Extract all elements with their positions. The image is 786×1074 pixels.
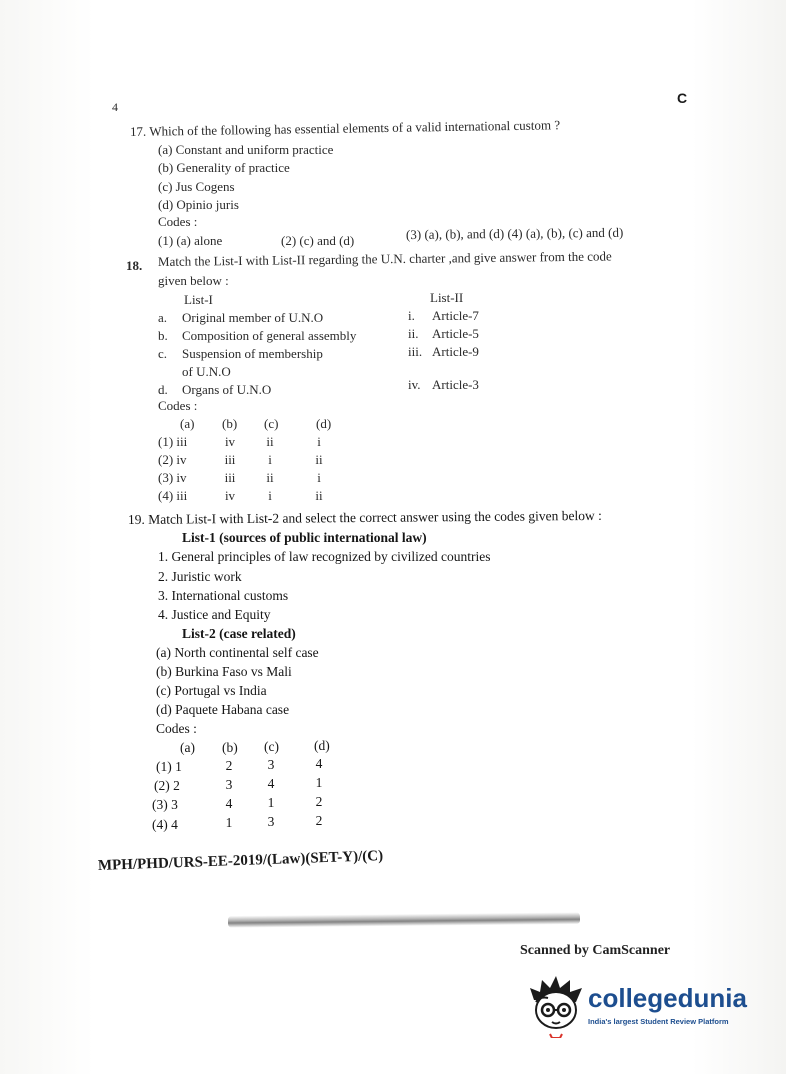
question-19-list-1-title: List-1 (sources of public international law) [182,530,427,545]
question-19-list-2-title: List-2 (case related) [182,626,296,641]
codes-header-c: (c) [264,739,279,754]
codes-cell: 4 [225,796,233,811]
list-2-key-iii: iii. [408,344,423,359]
question-18-text-line-1: Match the List-I with List-II regarding the U.N. charter ,and give answer from the code [157,248,612,269]
question-19-list-2-item-a: (a) North continental self case [156,645,319,660]
question-17-option-a: (a) Constant and uniform practice [158,142,334,157]
codes-header-d: (d) [314,738,330,753]
question-18-number: 18. [126,258,143,273]
codes-cell: 3 [225,777,233,792]
list-2-item-ii: Article-5 [432,326,479,341]
codes-cell: 2 [225,758,233,773]
question-19-list-1-item-4: 4. Justice and Equity [158,607,271,622]
codes-row-label: (3) 3 [152,797,178,812]
codes-cell: iv [224,434,236,449]
question-17-option-c: (c) Jus Cogens [158,179,235,194]
page-number: 4 [112,100,118,114]
question-17-option-b: (b) Generality of practice [158,160,290,175]
question-17-code-2: (2) (c) and (d) [281,233,355,248]
codes-header-d: (d) [316,416,332,431]
list-2-item-iv: Article-3 [432,377,479,392]
codes-cell: 3 [267,814,275,829]
codes-header-c: (c) [264,416,279,431]
question-17-code-1: (1) (a) alone [158,233,223,248]
list-1-key-a: a. [158,310,168,325]
list-1-item-d: Organs of U.N.O [182,382,272,397]
question-17-codes-label: Codes : [158,214,198,229]
list-1-item-c: Suspension of membership [182,346,323,361]
question-17-option-d: (d) Opinio juris [158,197,239,212]
list-2-item-i: Article-7 [432,308,479,323]
codes-cell: 3 [267,757,275,772]
question-19-list-2-item-b: (b) Burkina Faso vs Mali [156,664,292,679]
codes-cell: iii [224,452,236,467]
question-19-list-1-item-3: 3. International customs [158,588,289,603]
question-19-list-1-item-2: 2. Juristic work [158,569,242,584]
codes-row-label: (1) 1 [156,759,182,774]
codes-cell: ii [266,434,274,449]
list-1-item-b: Composition of general assembly [182,328,357,343]
question-18-text-line-2: given below : [158,273,229,288]
scan-smudge [228,912,580,928]
set-code: C [677,90,688,106]
list-2-item-iii: Article-9 [432,344,479,359]
question-17-text: 17. Which of the following has essential elements of a valid international custom ? [129,117,561,139]
codes-cell: 2 [315,794,323,809]
codes-row-label: (1) iii [158,434,188,449]
question-17-code-3-4: (3) (a), (b), and (d) (4) (a), (b), (c) and (d) [405,224,624,242]
list-2-key-iv: iv. [408,377,421,392]
question-18-codes-label: Codes : [158,398,198,413]
codes-cell: ii [266,470,274,485]
question-19-list-1-item-1: 1. General principles of law recognized by civilized countries [158,549,491,564]
codes-cell: 1 [315,775,323,790]
brand-tagline: India's largest Student Review Platform [588,1017,729,1026]
list-2-key-i: i. [408,308,415,323]
codes-header-b: (b) [222,740,238,755]
mascot-icon [526,974,586,1038]
codes-cell: ii [315,452,323,467]
codes-row-label: (2) iv [158,452,187,467]
list-2-key-ii: ii. [408,326,419,341]
list-1-key-c: c. [158,346,168,361]
paper-code-footer: MPH/PHD/URS-EE-2019/(Law)(SET-Y)/(C) [97,848,384,874]
codes-header-b: (b) [222,416,238,431]
question-19-codes-label: Codes : [156,721,197,736]
codes-row-label: (2) 2 [154,778,180,793]
list-1-item-a: Original member of U.N.O [182,310,324,325]
codes-row-label: (4) iii [158,488,188,503]
list-1-header: List-I [184,292,213,307]
codes-header-a: (a) [180,740,195,755]
codes-cell: 1 [225,815,233,830]
list-1-key-d: d. [158,382,168,397]
codes-row-label: (3) iv [158,470,187,485]
list-1-key-b: b. [158,328,168,343]
codes-cell: i [268,488,272,503]
codes-cell: iii [224,470,236,485]
codes-row-label: (4) 4 [152,817,178,832]
codes-cell: i [317,470,321,485]
list-2-header: List-II [430,290,464,305]
question-19-list-2-item-d: (d) Paquete Habana case [156,702,290,717]
codes-cell: i [317,434,321,449]
codes-cell: 1 [267,795,275,810]
codes-cell: 4 [315,756,323,771]
list-1-item-c-continued: of U.N.O [182,364,231,379]
codes-cell: ii [315,488,323,503]
codes-cell: 2 [315,813,323,828]
codes-cell: iv [224,488,236,503]
codes-cell: 4 [267,776,275,791]
brand-name: collegedunia [588,983,747,1013]
scanned-by-label: Scanned by CamScanner [520,943,671,958]
question-19-text: 19. Match List-I with List-2 and select the correct answer using the codes given below : [127,507,602,527]
codes-cell: i [268,452,272,467]
codes-header-a: (a) [180,416,195,431]
question-19-list-2-item-c: (c) Portugal vs India [156,683,267,698]
